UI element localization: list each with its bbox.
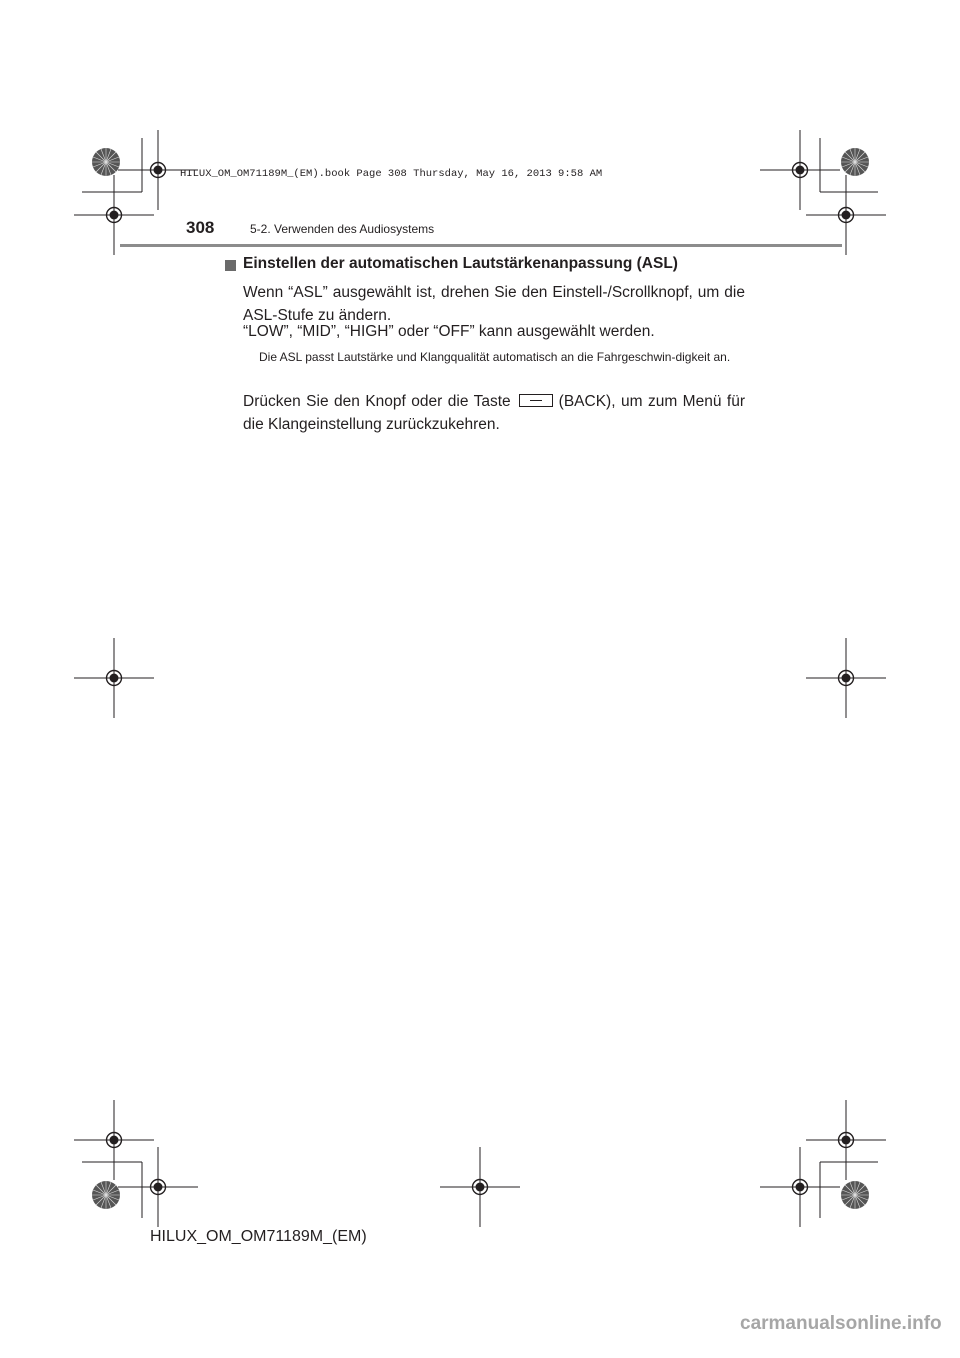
- paragraph-back-instruction: Drücken Sie den Knopf oder die Taste (BACK), um zum Menü für die Klangeinstellung zurückzukehren.: [243, 393, 745, 433]
- registration-mark-mid-left: [74, 638, 154, 718]
- corner-mark-top-left: [74, 130, 198, 255]
- back-button-icon: [519, 394, 553, 407]
- paragraph-asl-select: Wenn “ASL” ausgewählt ist, drehen Sie den Einstell-/Scrollknopf, um die ASL-Stufe zu ändern.: [243, 284, 745, 324]
- paragraph-asl-options: “LOW”, “MID”, “HIGH” oder “OFF” kann ausgewählt werden.: [243, 323, 655, 340]
- registration-mark-mid-right: [806, 638, 886, 718]
- square-bullet-icon: [225, 260, 236, 271]
- section-title: 5-2. Verwenden des Audiosystems: [250, 222, 435, 236]
- corner-mark-top-right: [760, 130, 886, 255]
- page-number: 308: [186, 218, 215, 237]
- document-code-footer: HILUX_OM_OM71189M_(EM): [150, 1228, 367, 1245]
- section-heading: Einstellen der automatischen Lautstärkenanpassung (ASL): [243, 255, 678, 272]
- corner-mark-bottom-right: [760, 1100, 886, 1227]
- corner-mark-bottom-left: [74, 1100, 198, 1227]
- book-info-line: HILUX_OM_OM71189M_(EM).book Page 308 Thursday, May 16, 2013 9:58 AM: [180, 168, 603, 180]
- header-divider: [120, 244, 842, 247]
- watermark-text: carmanualsonline.info: [740, 1313, 942, 1334]
- registration-mark-bottom-center: [440, 1147, 520, 1227]
- note-asl-description: Die ASL passt Lautstärke und Klangqualität automatisch an die Fahrgeschwin-digkeit an.: [259, 350, 731, 364]
